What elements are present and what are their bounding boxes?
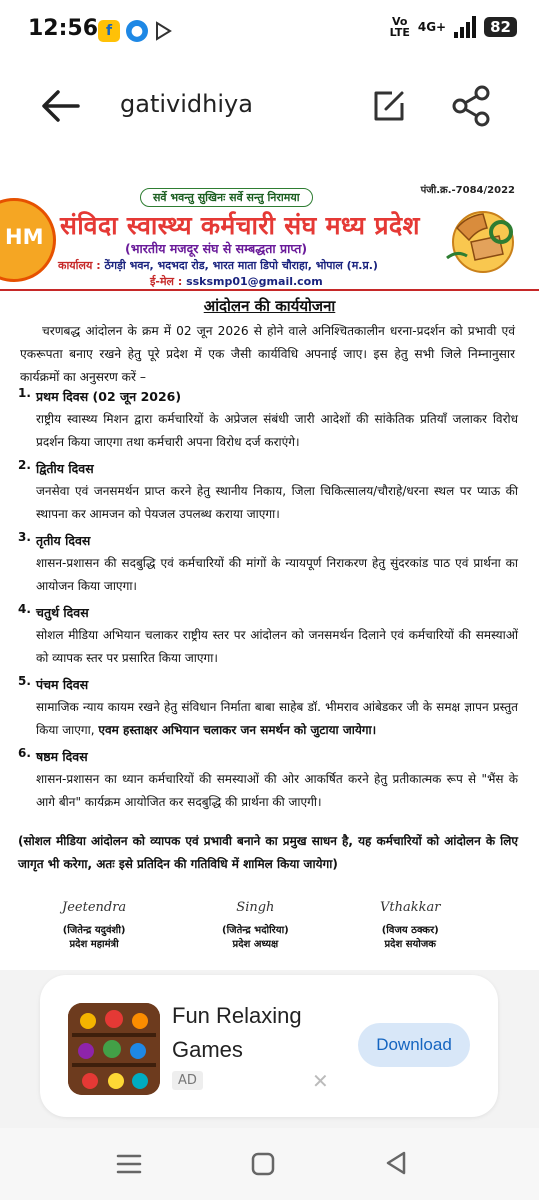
office-address [58, 258, 378, 273]
plan-item [18, 602, 518, 670]
nhm-logo [0, 198, 56, 282]
registration-number: पंजी.क्र.-7084/2022 [420, 185, 515, 196]
plan-list [18, 386, 518, 818]
menu-icon[interactable] [116, 1152, 142, 1180]
flipkart-notification-icon: f [98, 20, 120, 42]
signatory-name: (विजय ठक्कर) [381, 925, 439, 936]
item-heading: चतुर्थ दिवस [36, 605, 89, 620]
document-image [0, 170, 539, 970]
address-text: ठेंगड़ी भवन, भदभदा रोड, भारत माता डिपो चौराहा, भोपाल (म.प्र.) [104, 259, 378, 272]
battery-icon: 82 [484, 17, 517, 37]
email-line [150, 274, 323, 289]
signature-block [380, 900, 440, 950]
header-divider [0, 289, 539, 291]
status-right-group [390, 16, 517, 38]
item-number: 5. [18, 674, 31, 688]
affiliation-line: (भारतीय मजदूर संघ से सम्बद्धता प्राप्त) [125, 241, 308, 256]
network-type: 4G+ [417, 20, 447, 34]
play-store-notification-icon [152, 20, 174, 42]
item-body [36, 408, 518, 454]
signature-block [62, 900, 126, 950]
plan-item [18, 746, 518, 814]
plan-item [18, 458, 518, 526]
status-time: 12:56 [28, 16, 99, 41]
home-icon[interactable] [251, 1152, 275, 1180]
signatory-role: प्रदेश अध्यक्ष [232, 939, 279, 950]
item-heading: द्वितीय दिवस [36, 461, 94, 476]
address-label: कार्यालय : [58, 259, 101, 272]
email-text: ssksmp01@gmail.com [186, 275, 323, 288]
bms-logo [437, 198, 521, 278]
item-body-text: शासन-प्रशासन की सदबुद्धि एवं कर्मचारियों की मांगों के न्यायपूर्ण निराकरण हेतु सुंदरकांड पाठ एवं प्रार्थना का आयोजन किया जाएगा। [36, 556, 518, 593]
signatory-role: प्रदेश महामंत्री [69, 939, 119, 950]
item-body-text: सोशल मीडिया अभियान चलाकर राष्ट्रीय स्तर पर आंदोलन को जनसमर्थन दिलाने एवं कर्मचारियों की समस्याओं को व्यापक स्तर पर प्रसारित किया जाएगा। [36, 628, 518, 665]
item-number: 6. [18, 746, 31, 760]
app-title: gatividhiya [120, 90, 253, 118]
signature-scrawl: Singh [236, 900, 275, 915]
item-number: 3. [18, 530, 31, 544]
item-heading: तृतीय दिवस [36, 533, 91, 548]
close-icon[interactable]: ✕ [312, 1069, 329, 1093]
download-button[interactable]: Download [358, 1023, 470, 1067]
item-body-bold: एवम हस्ताक्षर अभियान चलाकर जन समर्थन को जुटाया जायेगा। [98, 723, 377, 737]
share-icon[interactable] [450, 84, 494, 128]
item-number: 4. [18, 602, 31, 616]
email-label: ई-मेल : [150, 275, 183, 288]
item-body-text: जनसेवा एवं जनसमर्थन प्राप्त करने हेतु स्थानीय निकाय, जिला चिकित्सालय/चौराहे/धरना स्थल पर प्याऊ की स्थापना कर आमजन को पेयजल उपलब्ध कराया जाएगा। [36, 484, 518, 521]
ad-card[interactable] [40, 975, 498, 1117]
document-title: आंदोलन की कार्ययोजना [203, 297, 336, 315]
item-body [36, 696, 518, 742]
ad-badge: AD [172, 1071, 203, 1090]
item-number: 1. [18, 386, 31, 400]
organization-name: संविदा स्वास्थ्य कर्मचारी संघ मध्य प्रदेश [60, 211, 420, 240]
item-body-text: शासन-प्रशासन का ध्यान कर्मचारियों की समस्याओं की ओर आकर्षित करने हेतु प्रतीकात्मक रूप से "भैंस के आगे बीन" कार्यक्रम आयोजित कर सदबुद्धि की प्रार्थना की जाएगी। [36, 772, 518, 809]
item-body [36, 624, 518, 670]
item-body [36, 552, 518, 598]
item-heading: प्रथम दिवस (02 जून 2026) [36, 389, 182, 404]
item-body-text: राष्ट्रीय स्वास्थ्य मिशन द्वारा कर्मचारियों के अप्रेजल संबंधी जारी आदेशों की सांकेतिक प्रतियाँ जलाकर विरोध प्रदर्शन किया जाएगा तथा कर्मचारी अपना विरोध दर्ज कराएंगे। [36, 412, 518, 449]
navigation-bar [0, 1128, 539, 1200]
edit-icon[interactable] [370, 87, 408, 125]
back-nav-icon[interactable] [384, 1150, 408, 1180]
signatory-name: (जितेन्द्र भदोरिया) [222, 925, 289, 936]
item-number: 2. [18, 458, 31, 472]
status-bar [0, 0, 539, 62]
item-heading: षष्ठम दिवस [36, 749, 88, 764]
plan-item [18, 530, 518, 598]
signal-icon [454, 16, 476, 38]
signature-scrawl: Vthakkar [380, 900, 441, 915]
volte-indicator: Vo LTE [389, 15, 410, 39]
intro-paragraph: चरणबद्ध आंदोलन के क्रम में 02 जून 2026 से होने वाले अनिश्चितकालीन धरना-प्रदर्शन को प्रभावी एवं एकरूपता बनाए रखने हेतु पूरे प्रदेश में एक जैसी कार्यविधि अपनाई जाए। इस हेतु सभी जिले निम्नानुसार कार्यक्रमों का अनुसरण करें – [20, 324, 515, 384]
closing-note: (सोशल मीडिया आंदोलन को व्यापक एवं प्रभावी बनाने का प्रमुख साधन है, यह कर्मचारियों को आंदोलन के लिए जागृत भी करेगा, अतः इसे प्रतिदिन की गतिविधि में शामिल किया जायेगा) [18, 834, 518, 871]
game-app-icon[interactable] [68, 1003, 160, 1095]
back-arrow-icon[interactable] [38, 86, 86, 126]
plan-item [18, 386, 518, 454]
plan-item [18, 674, 518, 742]
app-notification-icon: ● [126, 20, 148, 42]
item-body-text: सामाजिक न्याय कायम रखने हेतु संविधान निर्माता बाबा साहेब डॉ. भीमराव आंबेडकर जी के समक्ष ज्ञापन प्रस्तुत किया जाएगा, [36, 700, 518, 737]
ad-title[interactable]: Fun Relaxing Games [172, 1003, 302, 1062]
item-body [36, 768, 518, 814]
signature-scrawl: Jeetendra [62, 900, 127, 915]
item-body [36, 480, 518, 526]
signatory-role: प्रदेश सयोजक [384, 939, 436, 950]
item-heading: पंचम दिवस [36, 677, 89, 692]
signature-block [222, 900, 289, 950]
motto-banner: सर्वे भवन्तु सुखिनः सर्वे सन्तु निरामया [140, 188, 313, 207]
signatory-name: (जितेन्द्र यदुवंशी) [62, 925, 126, 936]
app-bar [0, 62, 539, 152]
nhm-logo-text: HM [5, 225, 44, 249]
